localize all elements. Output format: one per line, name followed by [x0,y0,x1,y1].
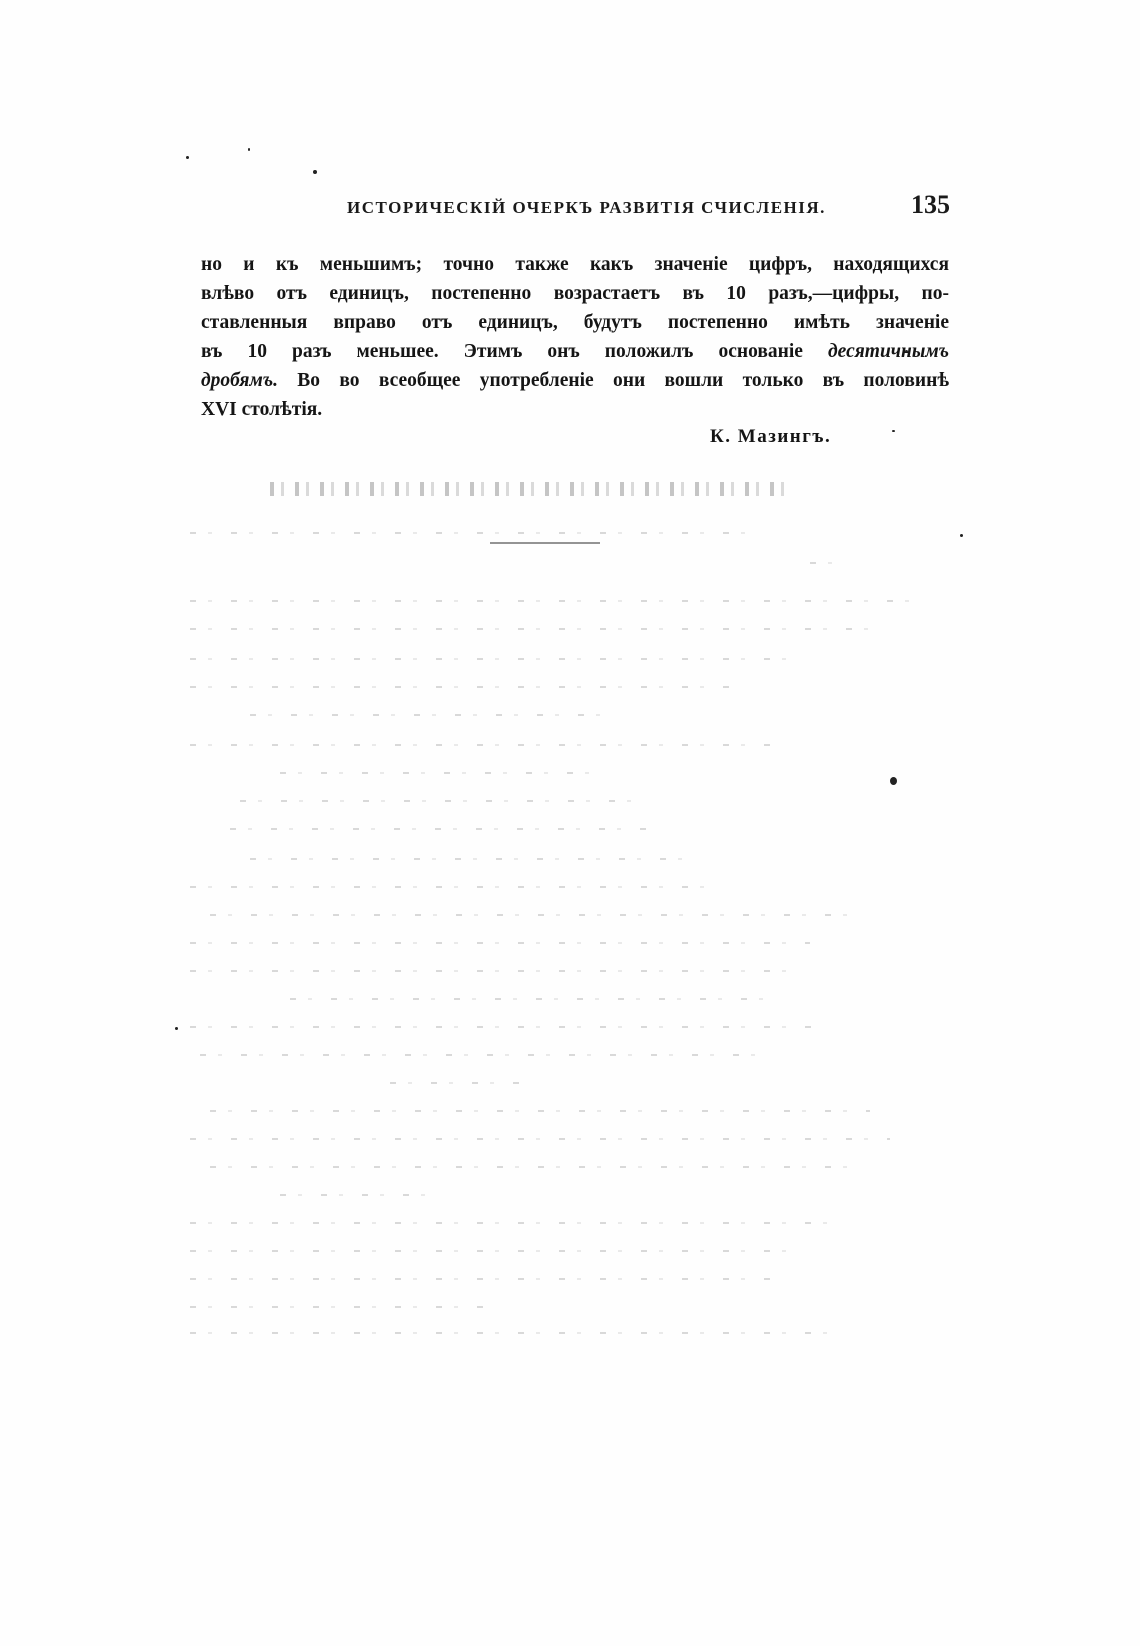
faded-line [190,1026,820,1028]
faded-line [210,1110,870,1112]
faded-line [190,1250,790,1252]
faded-underline [490,542,600,544]
faded-line [190,970,800,972]
faded-line [190,686,740,688]
faded-line [810,562,840,564]
text-segment: Во [297,370,321,391]
faded-line [190,744,770,746]
faded-line [290,998,770,1000]
faded-line [280,1194,430,1196]
faded-line [190,1222,840,1224]
text-line: влѣво отъ единицъ, постепенно возрастаетъ въ 10 разъ,—цифры, по- [201,283,949,304]
text-segment: въ 10 разъ меньшее. Этимъ онъ положилъ основаніе [201,341,803,362]
text-segment: во всеобщее употребленіе они вошли только въ половинѣ [339,370,949,391]
italic-term: дробямъ. [201,370,278,391]
faded-heading [270,482,790,496]
faded-line [190,1278,770,1280]
text-line [201,366,949,395]
faded-line [210,914,860,916]
text-line [201,337,949,366]
scan-speck [313,170,317,174]
faded-line [200,1054,760,1056]
running-head [200,190,950,226]
text-line: ставленныя вправо отъ единицъ, будутъ постепенно имѣть значеніе [201,312,949,333]
body-text [201,250,949,424]
faded-line [250,858,700,860]
page-number: 135 [911,190,950,219]
text-line: но и къ меньшимъ; точно также какъ значеніе цифръ, находящихся [201,254,949,275]
faded-line [210,1166,850,1168]
author-signature: К. Мазингъ. [710,426,832,447]
faded-line [190,1332,830,1334]
faded-line [280,772,600,774]
bleed-through-region [190,470,950,1370]
scan-speck [960,534,963,537]
faded-line [190,1138,890,1140]
faded-line [190,532,750,534]
faded-line [390,1082,530,1084]
faded-line [190,886,720,888]
faded-line [190,1306,490,1308]
faded-line [190,628,870,630]
scan-speck [175,1027,178,1030]
scan-speck [892,430,895,432]
running-title: ИСТОРИЧЕСКІЙ ОЧЕРКЪ РАЗВИТІЯ СЧИСЛЕНІЯ. [347,198,826,217]
italic-term: десятичнымъ [828,341,949,362]
faded-line [240,800,640,802]
scan-speck [248,148,250,151]
scan-speck [186,156,189,159]
faded-line [190,942,810,944]
faded-line [250,714,610,716]
text-line: XVI столѣтія. [201,399,323,420]
faded-line [230,828,650,830]
faded-line [190,658,800,660]
faded-line [190,600,910,602]
